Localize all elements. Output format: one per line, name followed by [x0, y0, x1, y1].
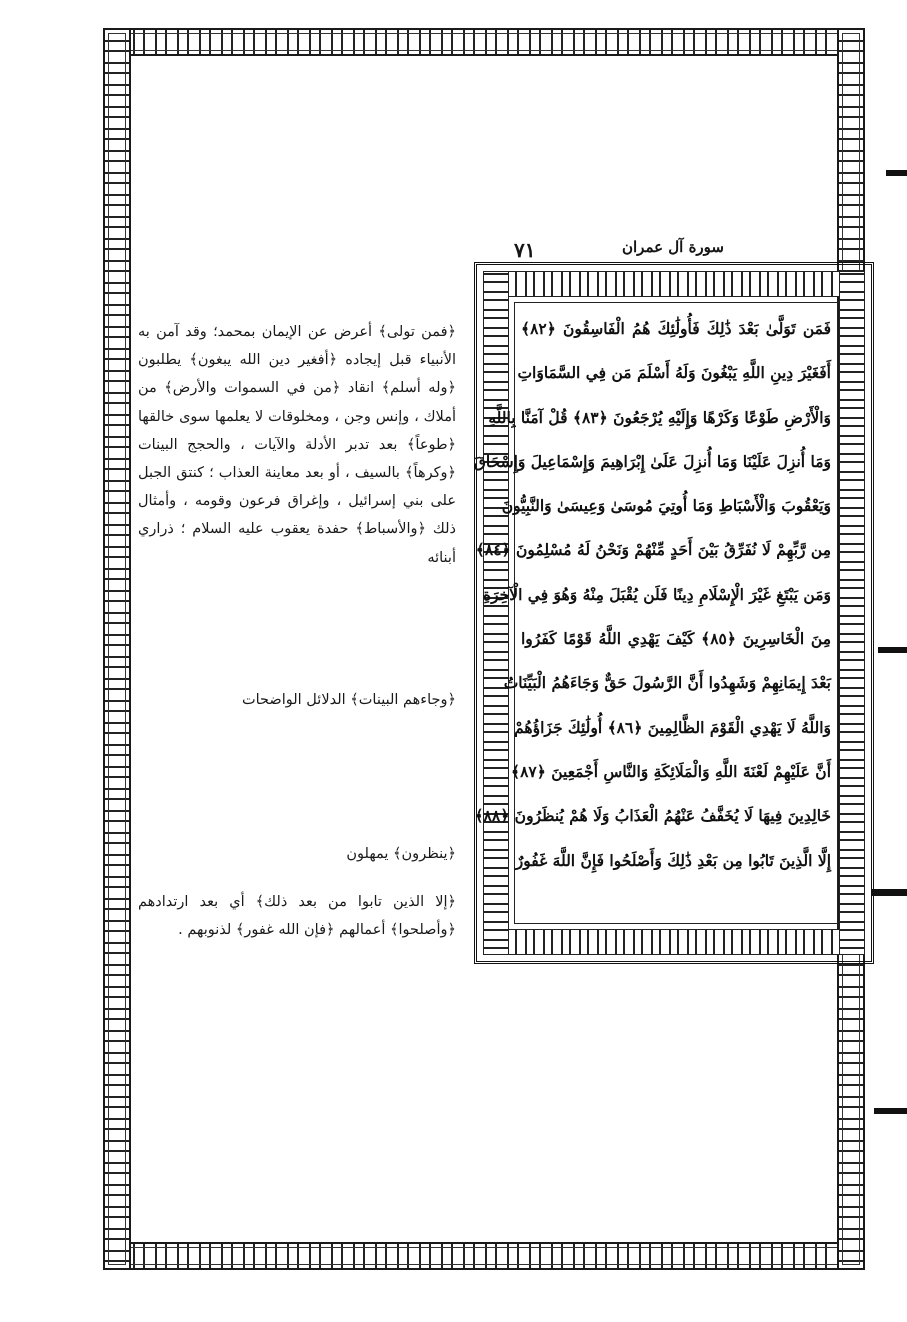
quran-line: مِنَ الْخَاسِرِينَ ﴿٨٥﴾ كَيْفَ يَهْدِي اللَّهُ قَوْمًا كَفَرُوا: [521, 629, 831, 649]
panel-band-top: [483, 271, 865, 297]
quran-line: خَالِدِينَ فِيهَا لَا يُخَفَّفُ عَنْهُمُ الْعَذَابُ وَلَا هُمْ يُنظَرُونَ ﴿٨٨﴾: [474, 806, 831, 826]
tafsir-block-4: [138, 888, 456, 944]
tafsir-text: ﴿وجاءهم البينات﴾ الدلائل الواضحات: [241, 692, 456, 708]
quran-line: وَاللَّهُ لَا يَهْدِي الْقَوْمَ الظَّالِمِينَ ﴿٨٦﴾ أُولَٰئِكَ جَزَاؤُهُمْ: [514, 717, 831, 737]
quran-line: وَمَا أُنزِلَ عَلَيْنَا وَمَا أُنزِلَ عَلَىٰ إِبْرَاهِيمَ وَإِسْمَاعِيلَ وَإِسْحَاقَ: [473, 451, 831, 471]
quran-line: وَمَن يَبْتَغِ غَيْرَ الْإِسْلَامِ دِينًا فَلَن يُقْبَلَ مِنْهُ وَهُوَ فِي الْآخِرَةِ: [483, 584, 831, 604]
scan-edge-mark: [878, 647, 907, 653]
quran-line: وَالْأَرْضِ طَوْعًا وَكَرْهًا وَإِلَيْهِ يُرْجَعُونَ ﴿٨٣﴾ قُلْ آمَنَّا بِاللَّهِ: [488, 407, 831, 427]
quran-line: إِلَّا الَّذِينَ تَابُوا مِن بَعْدِ ذَٰلِكَ وَأَصْلَحُوا فَإِنَّ اللَّهَ غَفُورٌ: [515, 850, 831, 870]
page-header: [476, 238, 874, 262]
tafsir-text: ﴿إلا الذين تابوا من بعد ذلك﴾ أي بعد ارتدادهم ﴿وأصلحوا﴾ أعمالهم ﴿فإن الله غفور﴾ لذنوبهم .: [138, 894, 456, 939]
quran-line: بَعْدَ إِيمَانِهِمْ وَشَهِدُوا أَنَّ الرَّسُولَ حَقٌّ وَجَاءَهُمُ الْبَيِّنَاتُ: [503, 673, 831, 693]
scan-edge-mark: [872, 889, 907, 896]
tafsir-text: ﴿فمن تولى﴾ أعرض عن الإيمان بمحمد؛ وقد آمن به الأنبياء قبل إيجاده ﴿أفغير دين الله يبغون﴾ يطلبون ﴿وله أسلم﴾ انقاد ﴿من في السموات والأرض﴾ من أملاك ، وإنس وجن ، ومخلوقات لا يعلمها سوى خالقها ﴿طوعاً﴾ بعد تدبر الأدلة والآيات ، والحجج البينات ﴿وكرهاً﴾ بالسيف ، أو بعد معاينة العذاب ؛ كنتق الجبل على بني إسرائيل ، وإغراق فرعون وقومه ، وأمثال ذلك ﴿والأسباط﴾ حفدة يعقوب عليه السلام ؛ ذراري أبنائه: [138, 324, 456, 566]
quran-line: أَنَّ عَلَيْهِمْ لَعْنَةَ اللَّهِ وَالْمَلَائِكَةِ وَالنَّاسِ أَجْمَعِينَ ﴿٨٧﴾: [510, 761, 831, 781]
page-frame-left: [103, 28, 131, 1270]
tafsir-block-3: [138, 840, 456, 868]
panel-band-bottom: [483, 929, 865, 955]
tafsir-block-1: [138, 318, 456, 572]
page-frame-bottom: [103, 1242, 865, 1270]
panel-band-right: [839, 271, 865, 955]
quran-line: وَيَعْقُوبَ وَالْأَسْبَاطِ وَمَا أُوتِيَ مُوسَىٰ وَعِيسَىٰ وَالنَّبِيُّونَ: [501, 496, 831, 516]
page-frame-top: [103, 28, 865, 56]
tafsir-text: ﴿ينظرون﴾ يمهلون: [346, 846, 456, 862]
quran-line: أَفَغَيْرَ دِينِ اللَّهِ يَبْغُونَ وَلَهُ أَسْلَمَ مَن فِي السَّمَاوَاتِ: [517, 363, 831, 383]
scan-edge-mark: [886, 170, 907, 176]
surah-title: سورة آل عمران: [621, 238, 724, 256]
scan-edge-mark: [874, 1108, 907, 1114]
quran-line: مِن رَّبِّهِمْ لَا نُفَرِّقُ بَيْنَ أَحَدٍ مِّنْهُمْ وَنَحْنُ لَهُ مُسْلِمُونَ ﴿٨٤﴾: [475, 540, 831, 560]
quran-line: فَمَن تَوَلَّىٰ بَعْدَ ذَٰلِكَ فَأُولَٰئِكَ هُمُ الْفَاسِقُونَ ﴿٨٢﴾: [521, 319, 831, 338]
quran-text-block: [473, 302, 838, 924]
page-number: ٧١: [514, 238, 536, 262]
tafsir-block-2: [138, 686, 456, 714]
